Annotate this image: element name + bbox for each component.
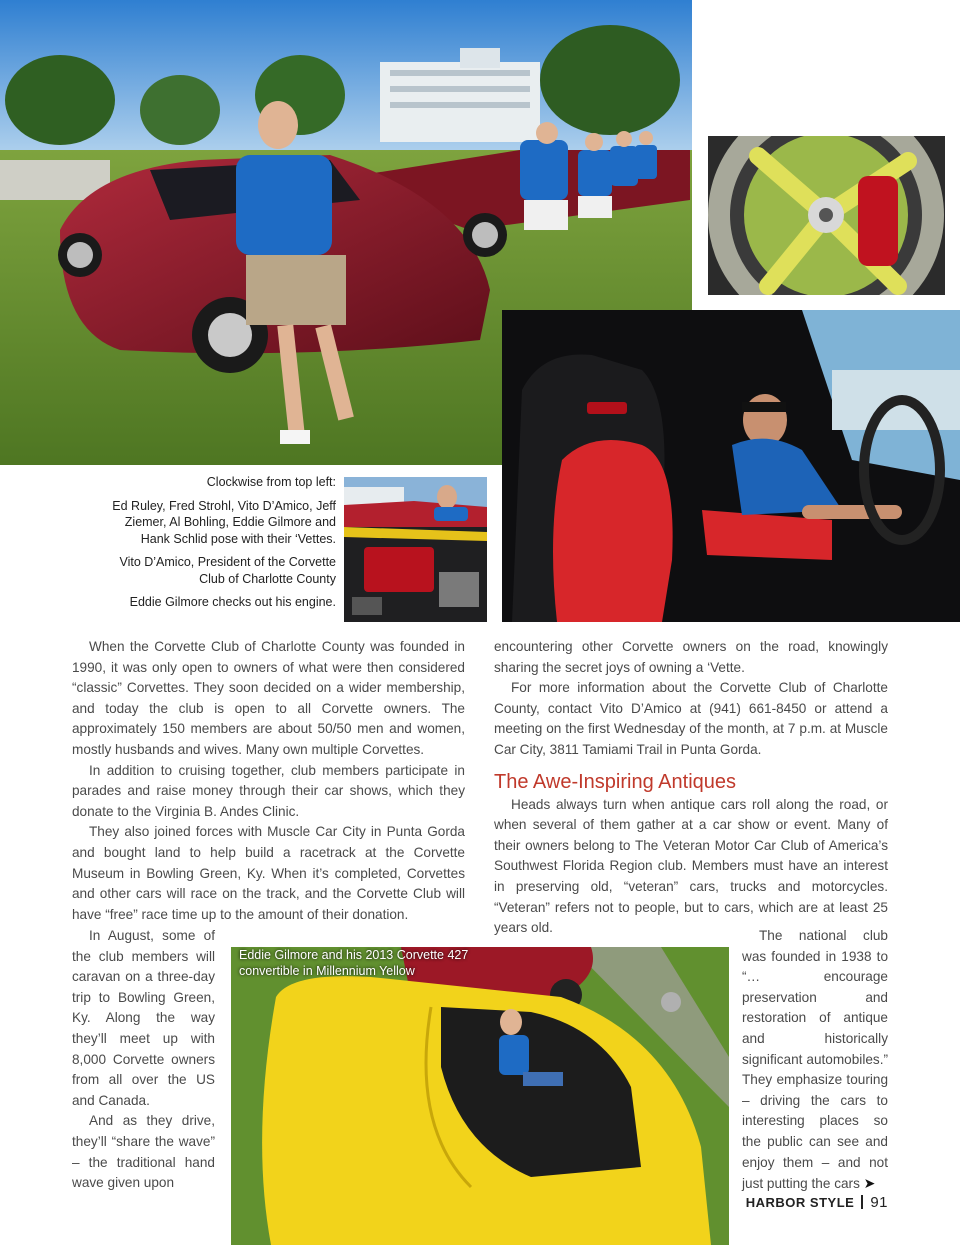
article-paragraph: encountering other Corvette owners on the road, knowingly sharing the secret joys of owning a ‘Vette. (494, 639, 888, 675)
article-column-left-narrow (72, 926, 215, 1194)
yellow-corvette-photo (231, 947, 729, 1245)
page-number: 91 (870, 1194, 888, 1211)
caption-president: Vito D’Amico, President of the Corvette Club of Charlotte County (119, 555, 336, 586)
article-paragraph: They also joined forces with Muscle Car City in Punta Gorda and bought land to help build a racetrack at the Corvette Museum in Bowling Green, Ky. When it’s completed, Corvettes and other cars will race on the track, and the Corvette Club will have “free” race time up to the amount of their donation. (72, 824, 465, 922)
caption-engine: Eddie Gilmore checks out his engine. (129, 595, 336, 609)
article-paragraph: Heads always turn when antique cars roll along the road, or when several of them gather at a car show or event. Many of their owners belong to The Veteran Motor Car Club of America’s Southwest Florida Region club. Members must have an interest in preserving old, “veteran” cars, trucks and motorcycles. “Veteran” refers not to people, but to cars, which are at least 25 years old. (494, 796, 888, 936)
interior-photo (502, 310, 960, 622)
article-paragraph: In August, some of the club members will caravan on a three-day trip to Bowling Green, Ky. Along the way they’ll meet up with 8,000 Corvette owners from all over the US and Canada. (72, 928, 215, 1108)
article-paragraph: In addition to cruising together, club members participate in parades and raise money through their car shows, which they donate to the Virginia B. Andes Clinic. (72, 762, 465, 819)
engine-photo (344, 477, 487, 622)
magazine-name: HARBOR STYLE (745, 1195, 855, 1210)
caption-group: Ed Ruley, Fred Strohl, Vito D’Amico, Jeff Ziemer, Al Bohling, Eddie Gilmore and Hank Schlid pose with their ‘Vettes. (112, 498, 336, 546)
section-heading: The Awe-Inspiring Antiques (494, 770, 737, 793)
continue-arrow-icon: ➤ (863, 1175, 876, 1192)
article-column-right-narrow (742, 926, 888, 1195)
caption-intro: Clockwise from top left: (206, 475, 336, 489)
article-paragraph (742, 926, 888, 1195)
article-column-right (494, 637, 888, 939)
wheel-photo (708, 136, 945, 295)
article-paragraph-text: The national club was founded in 1938 to “… encourage preservation and restoration of antique and historically significant automobiles.” They emphasize touring – driving the cars to interesting places so the public can see and enjoy them – and not just putting the cars (742, 928, 888, 1192)
article-paragraph: For more information about the Corvette Club of Charlotte County, contact Vito D’Amico at (941) 661-8450 or attend a meeting on the first Wednesday of the month, at 7 p.m. at Muscle Car City, 3811 Tamiami Trail in Punta Gorda. (494, 680, 888, 757)
photo-captions (100, 474, 336, 618)
article-paragraph: And as they drive, they’ll “share the wave” – the traditional hand wave given upon (72, 1113, 215, 1191)
footer-divider (861, 1195, 863, 1209)
article-paragraph: When the Corvette Club of Charlotte County was founded in 1990, it was only open to owners of what were then considered “classic” Corvettes. They soon decided on a wider membership, and today the club is open to all Corvette owners. The approximately 150 members are about 50/50 men and women, mostly husbands and wives. Many own multiple Corvettes. (72, 639, 465, 757)
article-column-left (72, 637, 465, 925)
caption-yellow-corvette: Eddie Gilmore and his 2013 Corvette 427 convertible in Millennium Yellow (239, 948, 469, 978)
page-footer (746, 1194, 888, 1211)
